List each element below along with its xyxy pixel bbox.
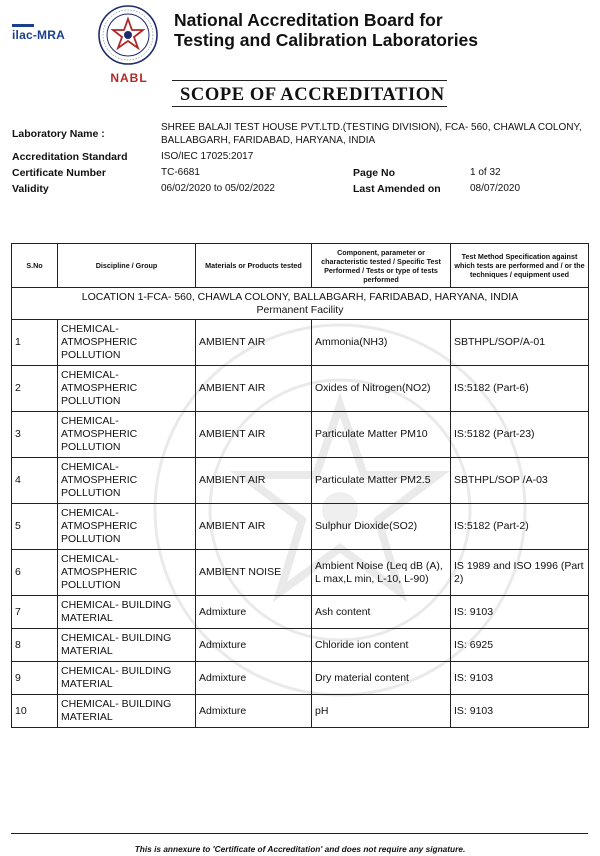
- org-title-line1: National Accreditation Board for: [174, 10, 443, 30]
- ilac-mra-logo: [12, 22, 82, 50]
- cell-discipline: CHEMICAL- ATMOSPHERIC POLLUTION: [58, 458, 196, 504]
- page-no-value: 1 of 32: [470, 167, 501, 178]
- cell-sno: 9: [12, 662, 58, 695]
- cell-sno: 4: [12, 458, 58, 504]
- header-parameter: Component, parameter or characteristic tested / Specific Test Performed / Tests or type of tests performed: [312, 244, 451, 288]
- table-row: [12, 458, 589, 504]
- org-title-line2: Testing and Calibration Laboratories: [174, 30, 479, 50]
- table-row: [12, 504, 589, 550]
- certificate-value: TC-6681: [161, 167, 200, 178]
- cell-sno: 8: [12, 629, 58, 662]
- location-line1: LOCATION 1-FCA- 560, CHAWLA COLONY, BALLABGARH, FARIDABAD, HARYANA, INDIA: [81, 290, 519, 303]
- validity-label: Validity: [12, 183, 49, 195]
- cell-material: Admixture: [196, 695, 312, 728]
- cell-material: AMBIENT AIR: [196, 458, 312, 504]
- cell-method: IS: 6925: [451, 629, 589, 662]
- cell-parameter: Oxides of Nitrogen(NO2): [312, 366, 451, 412]
- cell-material: AMBIENT NOISE: [196, 550, 312, 596]
- cell-discipline: CHEMICAL- BUILDING MATERIAL: [58, 695, 196, 728]
- ilac-logo-text: ilac-MRA: [12, 28, 65, 42]
- cell-material: Admixture: [196, 662, 312, 695]
- title-divider-top: [172, 80, 447, 81]
- cell-discipline: CHEMICAL- BUILDING MATERIAL: [58, 596, 196, 629]
- cell-parameter: Particulate Matter PM10: [312, 412, 451, 458]
- lab-name-line2: BALLABGARH, FARIDABAD, HARYANA, INDIA: [161, 135, 376, 146]
- certificate-label: Certificate Number: [12, 167, 106, 179]
- standard-label: Accreditation Standard: [12, 151, 128, 163]
- page-no-label: Page No: [353, 167, 396, 179]
- scope-table: [11, 243, 589, 728]
- table-header-row: [12, 244, 589, 288]
- cell-material: AMBIENT AIR: [196, 412, 312, 458]
- cell-method: IS: 9103: [451, 596, 589, 629]
- cell-material: Admixture: [196, 629, 312, 662]
- cell-method: SBTHPL/SOP/A-01: [451, 320, 589, 366]
- cell-sno: 6: [12, 550, 58, 596]
- cell-parameter: Ambient Noise (Leq dB (A), L max,L min, L-10, L-90): [312, 550, 451, 596]
- location-cell: [12, 288, 589, 320]
- standard-value: ISO/IEC 17025:2017: [161, 151, 254, 162]
- cell-parameter: Ash content: [312, 596, 451, 629]
- footer-divider: [11, 833, 588, 834]
- cell-discipline: CHEMICAL- ATMOSPHERIC POLLUTION: [58, 366, 196, 412]
- cell-parameter: pH: [312, 695, 451, 728]
- cell-method: IS: 9103: [451, 695, 589, 728]
- cell-sno: 10: [12, 695, 58, 728]
- cell-sno: 7: [12, 596, 58, 629]
- table-row: [12, 320, 589, 366]
- cell-method: IS:5182 (Part-2): [451, 504, 589, 550]
- cell-parameter: Sulphur Dioxide(SO2): [312, 504, 451, 550]
- cell-method: IS 1989 and ISO 1996 (Part 2): [451, 550, 589, 596]
- lab-name-line1: SHREE BALAJI TEST HOUSE PVT.LTD.(TESTING DIVISION), FCA- 560, CHAWLA COLONY,: [161, 122, 582, 133]
- footer-note: This is annexure to 'Certificate of Accreditation' and does not require any signature.: [134, 844, 466, 854]
- page-title: SCOPE OF ACCREDITATION: [180, 85, 445, 105]
- table-row: [12, 550, 589, 596]
- table-row: [12, 596, 589, 629]
- validity-value: 06/02/2020 to 05/02/2022: [161, 183, 275, 194]
- cell-material: AMBIENT AIR: [196, 320, 312, 366]
- cell-discipline: CHEMICAL- BUILDING MATERIAL: [58, 629, 196, 662]
- cell-sno: 5: [12, 504, 58, 550]
- cell-sno: 3: [12, 412, 58, 458]
- header-sno: S.No: [12, 244, 58, 288]
- table-row: [12, 412, 589, 458]
- table-row: [12, 629, 589, 662]
- cell-discipline: CHEMICAL- ATMOSPHERIC POLLUTION: [58, 550, 196, 596]
- title-divider-bottom: [172, 106, 447, 107]
- cell-discipline: CHEMICAL- BUILDING MATERIAL: [58, 662, 196, 695]
- nabl-logo-text: NABL: [110, 71, 148, 85]
- cell-discipline: CHEMICAL- ATMOSPHERIC POLLUTION: [58, 320, 196, 366]
- cell-discipline: CHEMICAL- ATMOSPHERIC POLLUTION: [58, 504, 196, 550]
- cell-parameter: Particulate Matter PM2.5: [312, 458, 451, 504]
- cell-sno: 1: [12, 320, 58, 366]
- lab-name-label: Laboratory Name :: [12, 128, 105, 140]
- last-amended-label: Last Amended on: [353, 183, 441, 195]
- header-method: Test Method Specification against which tests are performed and / or the techniques / equipment used: [451, 244, 589, 288]
- last-amended-value: 08/07/2020: [470, 183, 521, 194]
- cell-parameter: Dry material content: [312, 662, 451, 695]
- cell-method: IS: 9103: [451, 662, 589, 695]
- table-row: [12, 366, 589, 412]
- table-row: [12, 662, 589, 695]
- cell-material: AMBIENT AIR: [196, 366, 312, 412]
- cell-discipline: CHEMICAL- ATMOSPHERIC POLLUTION: [58, 412, 196, 458]
- cell-material: AMBIENT AIR: [196, 504, 312, 550]
- location-row: [12, 288, 589, 320]
- cell-parameter: Ammonia(NH3): [312, 320, 451, 366]
- cell-sno: 2: [12, 366, 58, 412]
- cell-method: SBTHPL/SOP /A-03: [451, 458, 589, 504]
- cell-method: IS:5182 (Part-6): [451, 366, 589, 412]
- cell-parameter: Chloride ion content: [312, 629, 451, 662]
- cell-material: Admixture: [196, 596, 312, 629]
- header-materials: Materials or Products tested: [196, 244, 312, 288]
- header-discipline: Discipline / Group: [58, 244, 196, 288]
- cell-method: IS:5182 (Part-23): [451, 412, 589, 458]
- table-row: [12, 695, 589, 728]
- nabl-emblem-icon: [97, 4, 159, 66]
- location-line2: Permanent Facility: [256, 303, 344, 316]
